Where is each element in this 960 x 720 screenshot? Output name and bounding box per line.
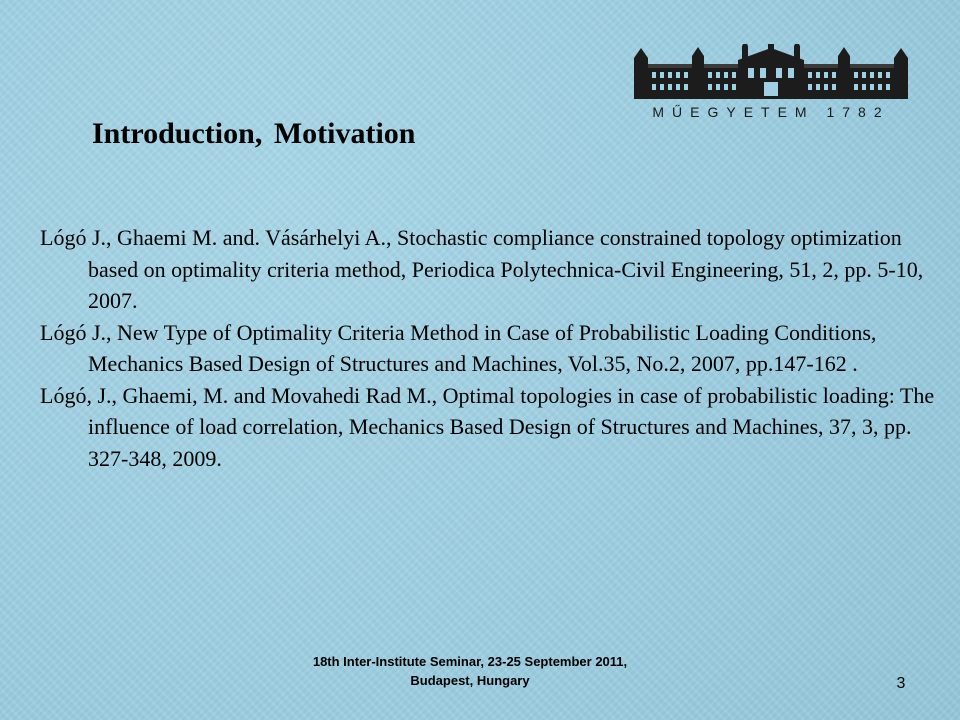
reference-item: Lógó J., Ghaemi M. and. Vásárhelyi A., Stochastic compliance constrained topology optimization based on optimality criteria method, Periodica Polytechnica-Civil Engineering, 51, 2, pp. 5-10, 2007. <box>40 225 924 313</box>
reference-item: Lógó, J., Ghaemi, M. and Movahedi Rad M., Optimal topologies in case of probabilistic loading: The influence of load correlation, Mechanics Based Design of Structures and Machines, 37, 3, pp. 327-348, 2009. <box>40 382 935 471</box>
footer-seminar-line: 18th Inter-Institute Seminar, 23-25 September 2011, <box>312 654 628 669</box>
reference-list <box>40 222 950 474</box>
footer-location-line: Budapest, Hungary <box>410 673 530 688</box>
slide-title: Introduction, Motivation <box>92 117 416 150</box>
page-number: 3 <box>896 675 906 692</box>
university-building-icon <box>632 44 910 102</box>
logo-caption: MŰEGYETEM 1782 <box>652 104 890 120</box>
reference-item: Lógó J., New Type of Optimality Criteria Method in Case of Probabilistic Loading Conditions, Mechanics Based Design of Structures and Machines, Vol.35, No.2, 2007, pp.147-162 . <box>40 319 877 376</box>
university-logo <box>632 44 910 124</box>
footer <box>200 652 740 690</box>
